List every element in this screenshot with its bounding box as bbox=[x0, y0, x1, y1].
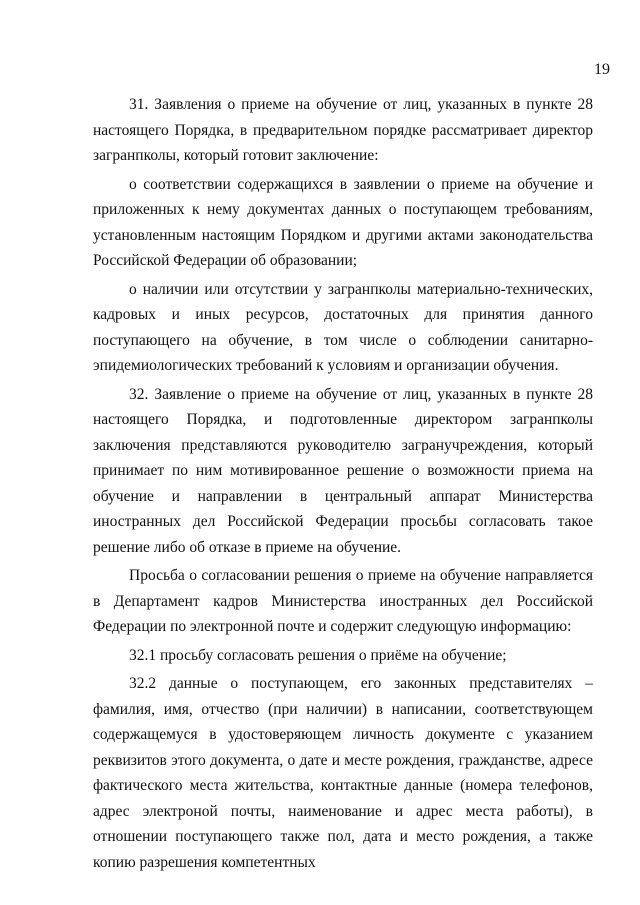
paragraph-31-item-compliance: о соответствии содержащихся в заявлении о приеме на обучение и приложенных к нему документах данных о поступающем требованиям, установленным настоящим Порядком и другими актами законодательства Российской Федерации об образовании; bbox=[93, 175, 593, 269]
document-body bbox=[93, 92, 593, 878]
paragraph-32-1: 32.1 просьбу согласовать решения о приёме на обучение; bbox=[129, 646, 507, 664]
paragraph-31-item-resources: о наличии или отсутствии у загранпколы материально-технических, кадровых и иных ресурсов, достаточных для принятия данного поступающего на обучение, в том числе о соблюдении санитарно-эпидемиологических требований к условиям и организации обучения. bbox=[93, 280, 593, 374]
paragraph-32: 32. Заявление о приеме на обучение от лиц, указанных в пункте 28 настоящего Порядка, и подготовленные директором загранпколы заключения представляются руководителю загранучреждения, который принимает по ним мотивированное решение о возможности приема на обучение и направлении в центральный аппарат Министерства иностранных дел Российской Федерации просьбы согласовать такое решение либо об отказе в приеме на обучение. bbox=[93, 385, 593, 556]
paragraph-31: 31. Заявления о приеме на обучение от лиц, указанных в пункте 28 настоящего Порядка, в предварительном порядке рассматривает директор загранпколы, который готовит заключение: bbox=[93, 96, 593, 164]
paragraph-32-2: 32.2 данные о поступающем, его законных представителях – фамилия, имя, отчество (при наличии) в написании, соответствующем содержащемуся в удостоверяющем личность документе с указанием реквизитов этого документа, о дате и месте рождения, гражданстве, адресе фактического места жительства, контактные данные (номера телефонов, адрес электроной почты, наименование и адрес места работы), в отношении поступающего также пол, дата и место рождения, а также копию разрешения компетентных bbox=[93, 675, 593, 871]
paragraph-approval-request: Просьба о согласовании решения о приеме на обучение направляется в Департамент кадров Министерства иностранных дел Российской Федерации по электронной почте и содержит следующую информацию: bbox=[93, 567, 593, 635]
page-number: 19 bbox=[594, 61, 610, 78]
